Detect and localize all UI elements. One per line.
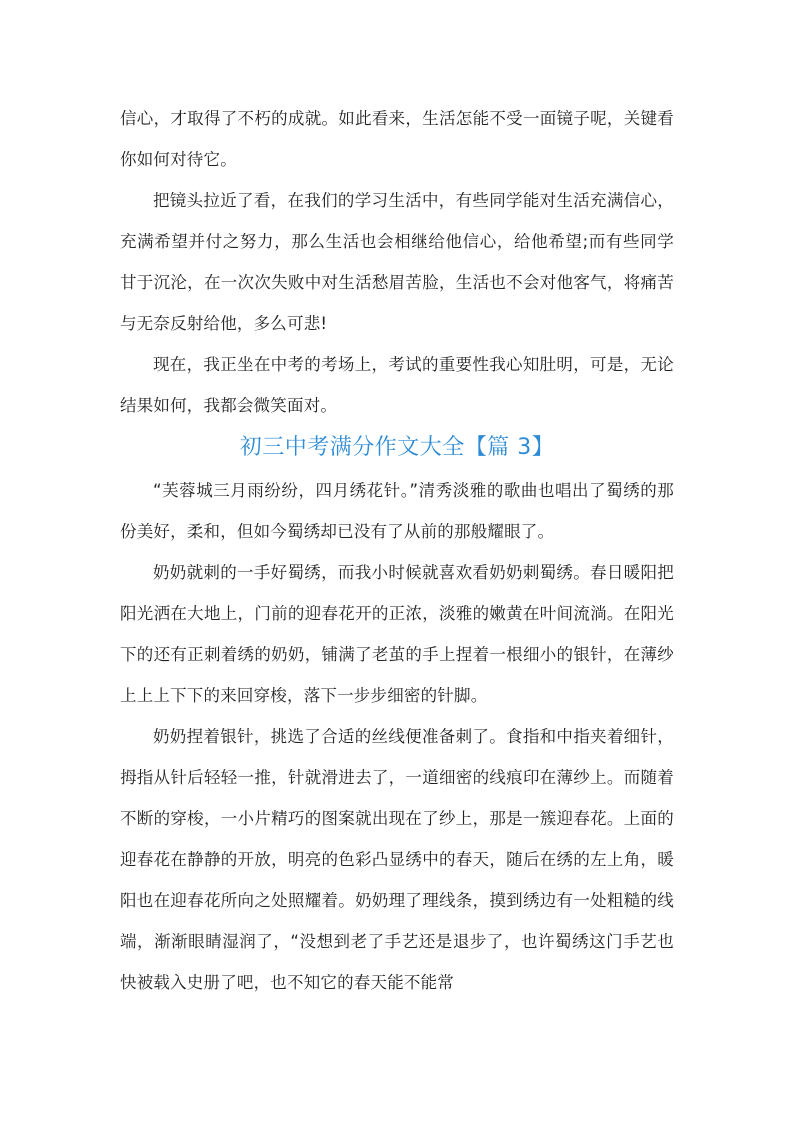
paragraph-song-quote: “芙蓉城三月雨纷纷，四月绣花针。”清秀淡雅的歌曲也唱出了蜀绣的那份美好，柔和，但如今蜀绣却已没有了从前的那般耀眼了。 [120, 481, 674, 541]
paragraph-silver-needle: 奶奶捏着银针，挑选了合适的丝线便准备刺了。食指和中指夹着细针，拇指从针后轻轻一推，针就滑进去了，一道细密的线痕印在薄纱上。而随着不断的穿梭，一小片精巧的图案就出现在了纱上，那是一簇迎春花。上面的迎春花在静静的开放，明亮的色彩凸显绣中的春天，随后在绣的左上角，暖阳也在迎春花所向之处照耀着。奶奶理了理线条，摸到绣边有一处粗糙的线端，渐渐眼睛湿润了，“没想到老了手艺还是退步了，也许蜀绣这门手艺也快被载入史册了吧，也不知它的春天能不能常 [120, 727, 674, 992]
paragraph-study-life: 把镜头拉近了看，在我们的学习生活中，有些同学能对生活充满信心，充满希望并付之努力，那么生活也会相继给他信心，给他希望;而有些同学甘于沉沦，在一次次失败中对生活愁眉苦脸，生活也不会对他客气，将痛苦与无奈反射给他，多么可悲! [120, 191, 674, 333]
paragraph-exam-room: 现在，我正坐在中考的考场上，考试的重要性我心知肚明，可是，无论结果如何，我都会微笑面对。 [120, 355, 674, 415]
paragraph-continued: 信心，才取得了不朽的成就。如此看来，生活怎能不受一面镜子呢，关键看你如何对待它。 [120, 109, 674, 169]
paragraph-grandma-embroidery: 奶奶就刺的一手好蜀绣，而我小时候就喜欢看奶奶刺蜀绣。春日暖阳把阳光洒在大地上，门前的迎春花开的正浓，淡雅的嫩黄在叶间流淌。在阳光下的还有正刺着绣的奶奶，铺满了老茧的手上捏着一根细小的银针，在薄纱上上上下下的来回穿梭，落下一步步细密的针脚。 [120, 563, 674, 705]
document-page [120, 98, 674, 1003]
section-heading: 初三中考满分作文大全【篇 3】 [239, 435, 555, 460]
